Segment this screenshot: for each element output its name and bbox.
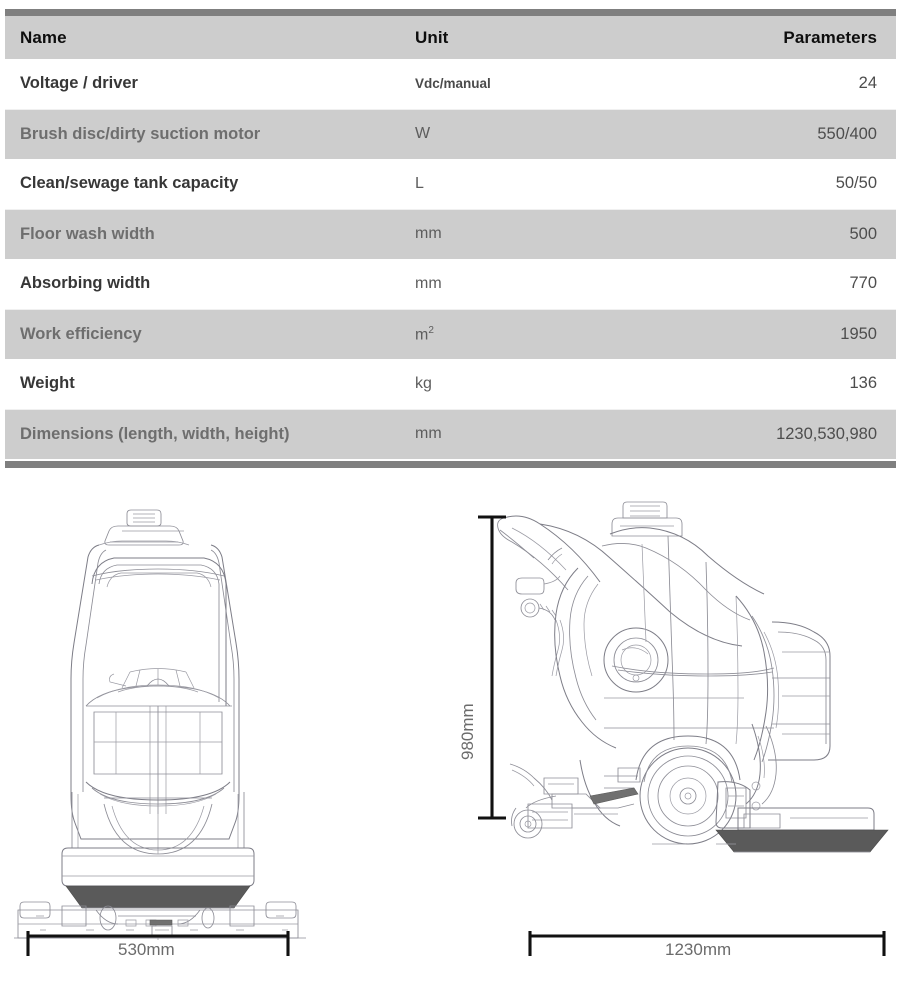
row-name-cell: Floor wash width [20, 224, 155, 243]
table-row [5, 59, 896, 109]
row-name-cell: Weight [5, 359, 410, 409]
row-unit-cell: Vdc/manual [410, 59, 625, 109]
row-parameter-cell: 50/50 [625, 159, 896, 209]
row-parameter-cell: 136 [625, 359, 896, 409]
technical-drawings-section [0, 492, 916, 988]
table-row [5, 309, 896, 359]
row-name-cell: Work efficiency [20, 324, 142, 343]
row-parameter-cell: 1230,530,980 [776, 424, 877, 443]
column-header-parameters: Parameters [783, 27, 877, 47]
row-parameter-cell: 1950 [840, 324, 877, 343]
row-parameter-cell: 24 [625, 59, 896, 109]
table-body [5, 59, 896, 459]
table-row [5, 159, 896, 209]
row-unit-cell: kg [410, 359, 625, 409]
height-dimension-label: 980mm [458, 703, 477, 760]
row-unit-cell: W [415, 125, 431, 143]
spec-table-section [5, 9, 896, 468]
row-unit-cell: mm [410, 259, 625, 309]
row-name-cell: Brush disc/dirty suction motor [20, 124, 261, 143]
side-length-dimension-label: 1230mm [665, 940, 732, 959]
row-unit-cell [410, 309, 625, 359]
unit-base: m [415, 325, 429, 343]
front-view-geometry [14, 510, 306, 940]
column-header-unit: Unit [415, 27, 449, 47]
row-name-cell: Absorbing width [5, 259, 410, 309]
front-width-dimension-label: 530mm [118, 940, 175, 959]
side-view-geometry [498, 502, 888, 852]
side-view-svg [470, 492, 916, 912]
table-row [5, 109, 896, 159]
specifications-table [5, 16, 896, 459]
column-header-name: Name [20, 27, 67, 47]
row-name-cell: Voltage / driver [5, 59, 410, 109]
table-row [5, 409, 896, 459]
row-name-cell: Dimensions (length, width, height) [20, 424, 290, 443]
row-name-cell: Clean/sewage tank capacity [5, 159, 410, 209]
table-header-row [5, 16, 896, 59]
row-parameter-cell: 770 [625, 259, 896, 309]
table-row [5, 259, 896, 309]
row-unit-cell: L [410, 159, 625, 209]
table-row [5, 209, 896, 259]
front-view-svg [0, 492, 320, 912]
table-header [5, 16, 896, 59]
row-unit-cell: mm [415, 225, 442, 243]
side-view-line-drawing [470, 492, 916, 912]
row-unit-cell: mm [415, 425, 442, 443]
front-view-line-drawing [0, 492, 320, 912]
row-parameter-cell: 500 [849, 224, 877, 243]
row-parameter-cell: 550/400 [817, 124, 877, 143]
table-top-rule [5, 9, 896, 16]
table-row [5, 359, 896, 409]
height-dimension-line [470, 492, 510, 912]
unit-exponent: 2 [428, 324, 434, 336]
table-bottom-rule [5, 461, 896, 468]
